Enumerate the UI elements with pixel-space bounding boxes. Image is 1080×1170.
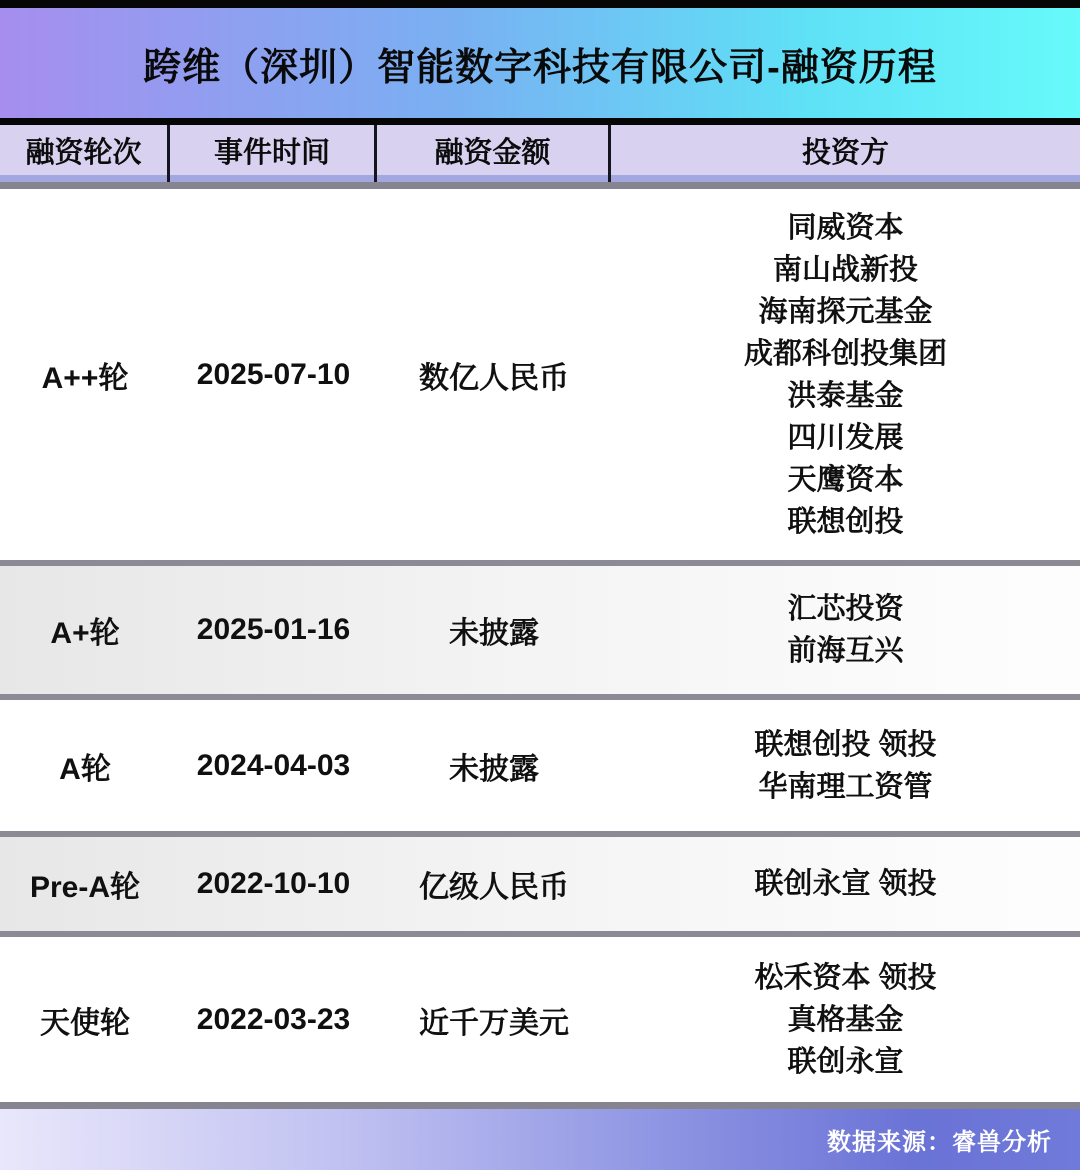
investor-line: 前海互兴 (787, 635, 904, 667)
investor-line: 四川发展 (787, 421, 904, 454)
investors-cell (611, 937, 1080, 1102)
investor-line: 松禾资本 领投 (754, 961, 937, 994)
date-cell: 2024-04-03 (196, 748, 351, 782)
investor-line: 洪泰基金 (787, 379, 904, 412)
investor-line: 联想创投 领投 (754, 728, 937, 761)
date-cell: 2022-10-10 (196, 867, 351, 900)
title-banner (0, 8, 1080, 118)
investor-line: 联创永宣 领投 (754, 868, 937, 900)
column-header-investors: 投资方 (611, 125, 1080, 182)
table-header-row (0, 125, 1080, 182)
investor-line: 天鹰资本 (787, 463, 904, 496)
investor-line: 南山战新投 (772, 253, 918, 286)
investor-line: 成都科创投集团 (743, 337, 947, 370)
column-header-amount: 融资金额 (377, 125, 611, 182)
investors-cell (611, 700, 1080, 831)
investor-line: 华南理工资管 (758, 770, 933, 803)
investor-line: 联想创投 (787, 505, 904, 538)
round-cell: Pre-A轮 (29, 871, 141, 904)
amount-cell: 数亿人民币 (419, 361, 569, 395)
data-source-label: 数据来源：睿兽分析 (827, 1129, 1052, 1156)
investor-line: 真格基金 (787, 1003, 904, 1036)
table-row (0, 560, 1080, 694)
column-header-round: 融资轮次 (0, 125, 170, 182)
date-cell: 2025-01-16 (196, 613, 351, 646)
round-cell: A轮 (59, 752, 111, 786)
investors-cell (611, 837, 1080, 931)
page-title: 跨维（深圳）智能数字科技有限公司-融资历程 (143, 46, 937, 89)
table-row (0, 189, 1080, 560)
investor-line: 海南探元基金 (758, 295, 933, 328)
column-header-date: 事件时间 (170, 125, 377, 182)
round-cell: 天使轮 (40, 1006, 130, 1040)
table-row (0, 931, 1080, 1102)
footer-bar (0, 1102, 1080, 1170)
round-cell: A++轮 (41, 361, 129, 395)
table-row (0, 694, 1080, 831)
date-cell: 2022-03-23 (196, 1002, 351, 1036)
investor-line: 汇芯投资 (787, 593, 904, 625)
round-cell: A+轮 (50, 617, 120, 650)
investor-line: 联创永宣 (787, 1045, 904, 1078)
amount-cell: 亿级人民币 (419, 871, 569, 904)
amount-cell: 未披露 (449, 617, 539, 650)
top-black-bar (0, 0, 1080, 8)
table-body (0, 189, 1080, 1102)
amount-cell: 未披露 (449, 752, 539, 786)
date-cell: 2025-07-10 (196, 357, 351, 391)
investors-cell (611, 189, 1080, 560)
header-divider-bar (0, 118, 1080, 125)
header-bottom-rule (0, 182, 1080, 189)
investor-line: 同威资本 (787, 211, 904, 244)
investors-cell (611, 566, 1080, 694)
amount-cell: 近千万美元 (419, 1006, 569, 1040)
table-row (0, 831, 1080, 931)
